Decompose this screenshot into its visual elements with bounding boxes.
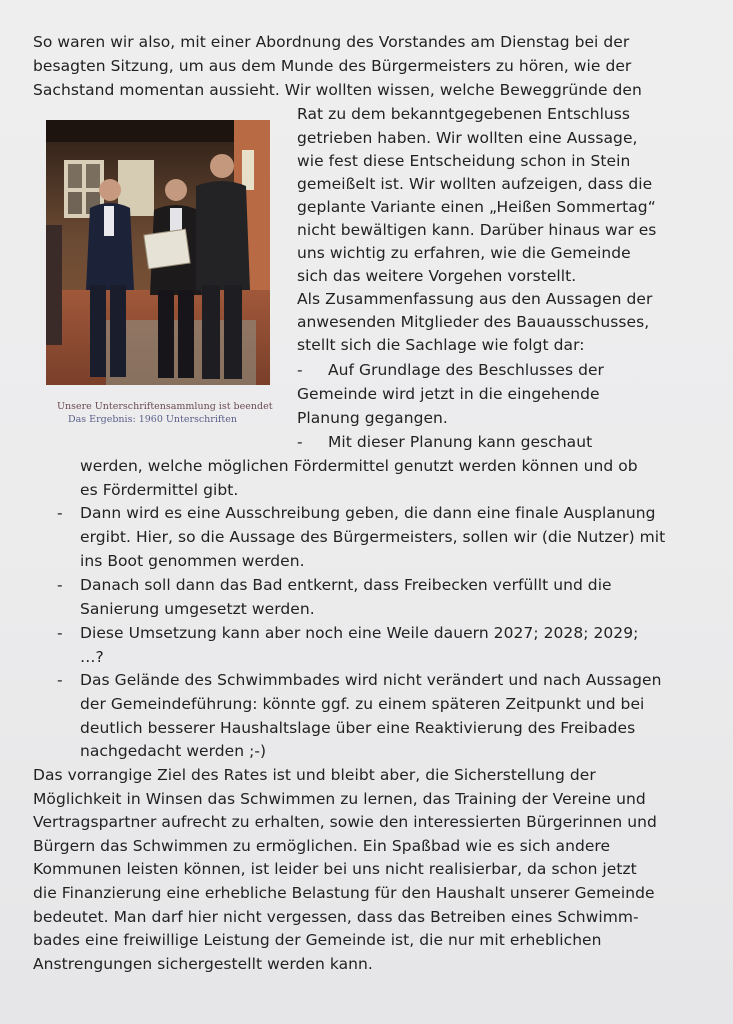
bullet-1-line-3: Planung gegangen. — [297, 409, 448, 427]
bullet-1-marker: - — [297, 361, 303, 379]
summary-line-3: stellt sich die Sachlage wie folgt dar: — [297, 336, 585, 354]
bullet-4-line-2: Sanierung umgesetzt werden. — [80, 600, 315, 618]
bullet-1-line-1: Auf Grundlage des Beschlusses der — [328, 361, 604, 379]
signature-handover-photo — [46, 120, 270, 385]
intro-line-5: getrieben haben. Wir wollten eine Aussage, — [297, 129, 638, 147]
bullet-5-line-1: Diese Umsetzung kann aber noch eine Weile dauern 2027; 2028; 2029; — [80, 624, 639, 642]
bullet-1-line-2: Gemeinde wird jetzt in die eingehende — [297, 385, 600, 403]
bullet-3-marker: - — [57, 504, 63, 522]
bullet-6-line-3: deutlich besserer Haushaltslage über eine Reaktivierung des Freibades — [80, 719, 636, 737]
closing-line-1: Das vorrangige Ziel des Rates ist und bleibt aber, die Sicherstellung der — [33, 766, 596, 784]
bullet-3-line-1: Dann wird es eine Ausschreibung geben, die dann eine finale Ausplanung — [80, 504, 656, 522]
bullet-3-line-3: ins Boot genommen werden. — [80, 552, 305, 570]
closing-line-2: Möglichkeit in Winsen das Schwimmen zu lernen, das Training der Vereine und — [33, 790, 646, 808]
intro-line-11: sich das weitere Vorgehen vorstellt. — [297, 267, 577, 285]
closing-line-9: Anstrengungen sichergestellt werden kann. — [33, 955, 373, 973]
intro-line-1: So waren wir also, mit einer Abordnung des Vorstandes am Dienstag bei der — [33, 33, 630, 51]
photo-illustration — [46, 120, 270, 385]
bullet-2-line-2: werden, welche möglichen Fördermittel genutzt werden können und ob — [80, 457, 638, 475]
bullet-3-line-2: ergibt. Hier, so die Aussage des Bürgermeisters, sollen wir (die Nutzer) mit — [80, 528, 666, 546]
bullet-2-line-1: Mit dieser Planung kann geschaut — [328, 433, 593, 451]
bullet-2-marker: - — [297, 433, 303, 451]
bullet-6-line-2: der Gemeindeführung: könnte ggf. zu einem späteren Zeitpunkt und bei — [80, 695, 645, 713]
summary-line-1: Als Zusammenfassung aus den Aussagen der — [297, 290, 653, 308]
closing-line-3: Vertragspartner aufrecht zu erhalten, sowie den interessierten Bürgerinnen und — [33, 813, 657, 831]
intro-line-10: uns wichtig zu erfahren, wie die Gemeinde — [297, 244, 631, 262]
intro-line-7: gemeißelt ist. Wir wollten aufzeigen, dass die — [297, 175, 653, 193]
bullet-6-marker: - — [57, 671, 63, 689]
bullet-4-line-1: Danach soll dann das Bad entkernt, dass Freibecken verfüllt und die — [80, 576, 612, 594]
bullet-5-marker: - — [57, 624, 63, 642]
closing-line-7: bedeutet. Man darf hier nicht vergessen, dass das Betreiben eines Schwimm- — [33, 908, 639, 926]
bullet-2-line-3: es Fördermittel gibt. — [80, 481, 239, 499]
bullet-5-line-2: …? — [80, 648, 104, 666]
photo-caption-line-2: Das Ergebnis: 1960 Unterschriften — [68, 414, 237, 425]
closing-line-8: bades eine freiwillige Leistung der Gemeinde ist, die nur mit erheblichen — [33, 931, 602, 949]
bullet-6-line-4: nachgedacht werden ;-) — [80, 742, 267, 760]
summary-line-2: anwesenden Mitglieder des Bauausschusses, — [297, 313, 650, 331]
intro-line-4: Rat zu dem bekanntgegebenen Entschluss — [297, 105, 631, 123]
bullet-4-marker: - — [57, 576, 63, 594]
photo-caption-line-1: Unsere Unterschriftensammlung ist beendet — [57, 401, 273, 412]
closing-line-4: Bürgern das Schwimmen zu ermöglichen. Ein Spaßbad wie es sich andere — [33, 837, 611, 855]
intro-line-8: geplante Variante einen „Heißen Sommertag“ — [297, 198, 656, 216]
closing-line-5: Kommunen leisten können, ist leider bei uns nicht realisierbar, da schon jetzt — [33, 860, 637, 878]
intro-line-9: nicht bewältigen kann. Darüber hinaus war es — [297, 221, 657, 239]
bullet-6-line-1: Das Gelände des Schwimmbades wird nicht verändert und nach Aussagen — [80, 671, 662, 689]
intro-line-6: wie fest diese Entscheidung schon in Stein — [297, 152, 631, 170]
intro-line-2: besagten Sitzung, um aus dem Munde des Bürgermeisters zu hören, wie der — [33, 57, 632, 75]
closing-line-6: die Finanzierung eine erhebliche Belastung für den Haushalt unserer Gemeinde — [33, 884, 655, 902]
intro-line-3: Sachstand momentan aussieht. Wir wollten wissen, welche Beweggründe den — [33, 81, 642, 99]
